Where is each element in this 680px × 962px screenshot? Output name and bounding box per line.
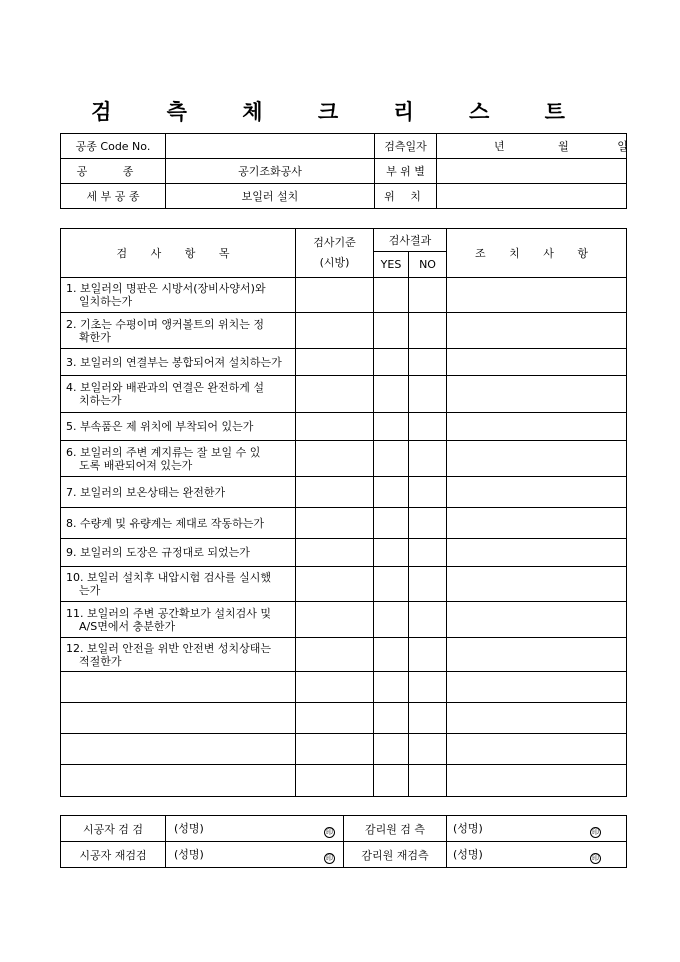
yes-cell[interactable] (374, 376, 409, 413)
check-item (61, 477, 296, 508)
action-cell[interactable] (447, 313, 627, 349)
table-row-blank (61, 734, 627, 765)
check-item (61, 765, 296, 797)
header-criteria-line1: 검사기준 (313, 236, 356, 249)
table-row (61, 441, 627, 477)
criteria-cell[interactable] (296, 508, 374, 539)
contractor-recheck-signature[interactable] (166, 842, 344, 868)
check-item-line2: 는가 (79, 584, 101, 597)
yes-cell[interactable] (374, 313, 409, 349)
no-cell[interactable] (409, 703, 447, 734)
table-row (61, 477, 627, 508)
check-item (61, 539, 296, 567)
table-row (61, 413, 627, 441)
check-item (61, 278, 296, 313)
check-item (61, 313, 296, 349)
header-criteria-line2: (시방) (319, 256, 350, 269)
yes-cell[interactable] (374, 539, 409, 567)
seal-icon: 印 (326, 853, 333, 862)
check-item (61, 567, 296, 602)
supervisor-recheck-signature[interactable] (447, 842, 627, 868)
no-cell[interactable] (409, 349, 447, 376)
action-cell[interactable] (447, 765, 627, 797)
no-cell[interactable] (409, 638, 447, 672)
location-value[interactable] (437, 184, 627, 209)
check-item-line2: 일치하는가 (79, 295, 133, 308)
criteria-cell[interactable] (296, 602, 374, 638)
part-value[interactable] (437, 159, 627, 184)
criteria-cell[interactable] (296, 413, 374, 441)
criteria-cell[interactable] (296, 313, 374, 349)
check-item (61, 703, 296, 734)
seal-icon: 印 (592, 853, 599, 862)
seal-icon: 印 (326, 827, 333, 836)
name-label: (성명) (453, 821, 483, 835)
action-cell[interactable] (447, 567, 627, 602)
action-cell[interactable] (447, 672, 627, 703)
yes-cell[interactable] (374, 413, 409, 441)
check-item-line1: 7. 보일러의 보온상태는 완전한가 (66, 485, 226, 499)
yes-cell[interactable] (374, 638, 409, 672)
page-title: 검 측 체 크 리 스 트 (91, 99, 589, 124)
subtrade-label: 세 부 공 종 (61, 184, 166, 209)
header-criteria (296, 229, 374, 278)
info-table (60, 133, 627, 209)
criteria-cell[interactable] (296, 376, 374, 413)
criteria-cell[interactable] (296, 567, 374, 602)
action-cell[interactable] (447, 278, 627, 313)
criteria-cell[interactable] (296, 672, 374, 703)
action-cell[interactable] (447, 539, 627, 567)
check-item-line1: 1. 보일러의 명판은 시방서(장비사양서)와 (66, 282, 266, 295)
yes-cell[interactable] (374, 703, 409, 734)
code-label: 공종 Code No. (61, 134, 166, 159)
check-item (61, 413, 296, 441)
check-item-line1: 6. 보일러의 주변 계지류는 잘 보일 수 있 (66, 445, 261, 459)
action-cell[interactable] (447, 376, 627, 413)
no-cell[interactable] (409, 539, 447, 567)
table-row (61, 567, 627, 602)
trade-value[interactable]: 공기조화공사 (166, 159, 375, 184)
subtrade-value[interactable]: 보일러 설치 (166, 184, 375, 209)
action-cell[interactable] (447, 477, 627, 508)
table-row (61, 313, 627, 349)
check-item-line1: 11. 보일러의 주변 공간확보가 설치검사 및 (66, 606, 271, 620)
criteria-cell[interactable] (296, 703, 374, 734)
criteria-cell[interactable] (296, 349, 374, 376)
check-item-line2: 적절한가 (79, 654, 122, 668)
no-cell[interactable] (409, 672, 447, 703)
yes-cell[interactable] (374, 349, 409, 376)
criteria-cell[interactable] (296, 638, 374, 672)
table-row (61, 602, 627, 638)
no-cell[interactable] (409, 567, 447, 602)
check-item-line2: 도록 배관되어져 있는가 (79, 458, 193, 472)
yes-cell[interactable] (374, 602, 409, 638)
action-cell[interactable] (447, 602, 627, 638)
action-cell[interactable] (447, 349, 627, 376)
header-no: NO (409, 252, 447, 278)
date-month: 월 (558, 140, 569, 153)
action-cell[interactable] (447, 638, 627, 672)
check-item-line1: 12. 보일러 안전을 위반 안전변 성치상태는 (66, 641, 271, 655)
yes-cell[interactable] (374, 765, 409, 797)
checklist-table (60, 228, 627, 797)
header-action: 조 치 사 항 (447, 229, 627, 278)
contractor-check-label: 시공자 검 검 (61, 816, 166, 842)
yes-cell[interactable] (374, 278, 409, 313)
criteria-cell[interactable] (296, 539, 374, 567)
action-cell[interactable] (447, 508, 627, 539)
criteria-cell[interactable] (296, 441, 374, 477)
check-item (61, 638, 296, 672)
supervisor-recheck-label: 감리원 재검측 (344, 842, 447, 868)
check-item (61, 602, 296, 638)
check-item (61, 508, 296, 539)
yes-cell[interactable] (374, 441, 409, 477)
criteria-cell[interactable] (296, 765, 374, 797)
table-row (61, 508, 627, 539)
yes-cell[interactable] (374, 508, 409, 539)
code-value[interactable] (166, 134, 375, 159)
table-row-blank (61, 703, 627, 734)
action-cell[interactable] (447, 734, 627, 765)
seal-icon: 印 (592, 827, 599, 836)
table-row (61, 638, 627, 672)
header-item: 검 사 항 목 (61, 229, 296, 278)
date-day: 일 (617, 140, 628, 153)
name-label: (성명) (174, 847, 204, 861)
table-row (61, 539, 627, 567)
check-item-line1: 8. 수량계 및 유량계는 제대로 작동하는가 (66, 516, 264, 530)
no-cell[interactable] (409, 602, 447, 638)
action-cell[interactable] (447, 413, 627, 441)
name-label: (성명) (453, 847, 483, 861)
date-year: 년 (494, 140, 505, 153)
trade-label: 공 종 (61, 159, 166, 184)
no-cell[interactable] (409, 734, 447, 765)
supervisor-check-label: 감리원 검 측 (344, 816, 447, 842)
signature-table (60, 815, 627, 868)
check-item-line1: 9. 보일러의 도장은 규정대로 되었는가 (66, 546, 250, 559)
no-cell[interactable] (409, 508, 447, 539)
name-label: (성명) (174, 821, 204, 835)
criteria-cell[interactable] (296, 477, 374, 508)
check-item-line1: 2. 기초는 수평이며 앵커볼트의 위치는 정 (66, 317, 264, 331)
inspection-date-label: 검측일자 (375, 134, 437, 159)
check-item-line1: 10. 보일러 설치후 내압시험 검사를 실시했 (66, 571, 271, 584)
inspection-date-value[interactable] (437, 134, 627, 159)
table-row-blank (61, 672, 627, 703)
no-cell[interactable] (409, 313, 447, 349)
no-cell[interactable] (409, 376, 447, 413)
supervisor-check-signature[interactable] (447, 816, 627, 842)
check-item-line1: 3. 보일러의 연결부는 봉합되어져 설치하는가 (66, 355, 282, 369)
yes-cell[interactable] (374, 477, 409, 508)
header-result: 검사결과 (374, 229, 447, 252)
location-label: 위 치 (375, 184, 437, 209)
yes-cell[interactable] (374, 672, 409, 703)
header-yes: YES (374, 252, 409, 278)
yes-cell[interactable] (374, 567, 409, 602)
check-item-line1: 4. 보일러와 배관과의 연결은 완전하게 설 (66, 381, 264, 394)
no-cell[interactable] (409, 278, 447, 313)
table-row-blank (61, 765, 627, 797)
part-label: 부 위 별 (375, 159, 437, 184)
table-row (61, 349, 627, 376)
check-item-line1: 5. 부속품은 제 위치에 부착되어 있는가 (66, 420, 254, 433)
check-item (61, 672, 296, 703)
check-item-line2: A/S면에서 충분한가 (79, 619, 176, 633)
criteria-cell[interactable] (296, 278, 374, 313)
no-cell[interactable] (409, 413, 447, 441)
contractor-check-signature[interactable] (166, 816, 344, 842)
no-cell[interactable] (409, 441, 447, 477)
check-item (61, 441, 296, 477)
yes-cell[interactable] (374, 734, 409, 765)
no-cell[interactable] (409, 477, 447, 508)
contractor-recheck-label: 시공자 재검검 (61, 842, 166, 868)
check-item (61, 376, 296, 413)
check-item-line2: 확한가 (79, 330, 111, 344)
table-row (61, 278, 627, 313)
no-cell[interactable] (409, 765, 447, 797)
check-item-line2: 치하는가 (79, 394, 122, 407)
action-cell[interactable] (447, 441, 627, 477)
criteria-cell[interactable] (296, 734, 374, 765)
action-cell[interactable] (447, 703, 627, 734)
check-item (61, 349, 296, 376)
check-item (61, 734, 296, 765)
table-row (61, 376, 627, 413)
